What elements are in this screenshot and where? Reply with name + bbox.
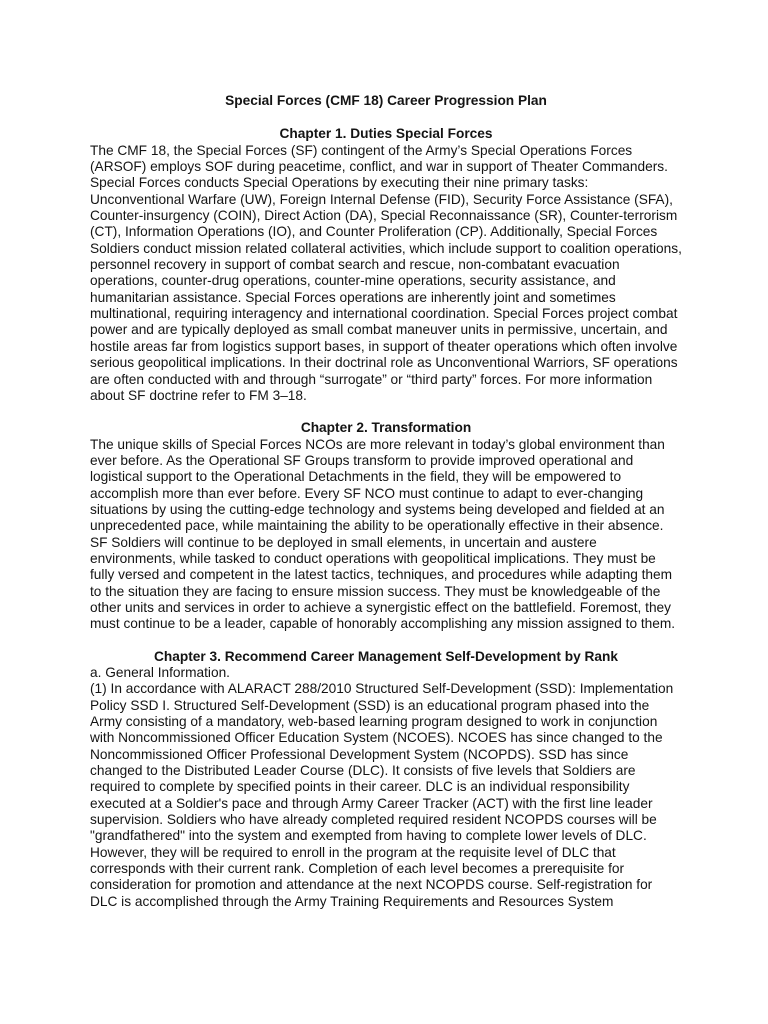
chapter-2-heading: Chapter 2. Transformation: [300, 420, 472, 436]
chapter-2-body: The unique skills of Special Forces NCOs are more relevant in today’s global environment than ever before. As the Operational SF Groups transform to provide improved operational and logistical support to the Operational Detachments in the field, they will be empowered to accomplish more than ever before. Every SF NCO must continue to adapt to ever-changing situations by using the cutting-edge technology and systems being developed and fielded at an unprecedented pace, while maintaining the ability to be operationally effective in their absence. SF Soldiers will continue to be deployed in small elements, in uncertain and austere environments, while tasked to conduct operations with geopolitical implications. They must be fully versed and competent in the latest tactics, techniques, and procedures while adapting them to the situation they are facing to ensure mission success. They must be knowledgeable of the other units and services in order to achieve a synergistic effect on the battlefield. Foremost, they must continue to be a leader, capable of honorably accomplishing any mission assigned to them.: [90, 436, 676, 632]
chapter-3-heading: Chapter 3. Recommend Career Management Self-Development by Rank: [154, 648, 618, 664]
document-page: [90, 88, 682, 910]
chapter-3-body: (1) In accordance with ALARACT 288/2010 Structured Self-Development (SSD): Implementation Policy SSD I. Structured Self-Development (SSD) is an educational program phased into the Army consisting of a mandatory, web-based learning program designed to work in conjunction with Noncommissioned Officer Education System (NCOES). NCOES has since changed to the Noncommissioned Officer Professional Development System (NCOPDS). SSD has since changed to the Distributed Leader Course (DLC). It consists of five levels that Soldiers are required to complete by specified points in their career. DLC is an individual responsibility executed at a Soldier's pace and through Army Career Tracker (ACT) with the first line leader supervision. Soldiers who have already completed required resident NCOPDS courses will be "grandfathered" into the system and exempted from having to complete lower levels of DLC. However, they will be required to enroll in the program at the requisite level of DLC that corresponds with their current rank. Completion of each level becomes a prerequisite for consideration for promotion and attendance at the next NCOPDS course. Self-registration for DLC is accomplished through the Army Training Requirements and Resources System: [90, 681, 674, 909]
chapter-1-heading: Chapter 1. Duties Special Forces: [279, 126, 493, 142]
chapter-1-body: The CMF 18, the Special Forces (SF) contingent of the Army’s Special Operations Forces (ARSOF) employs SOF during peacetime, conflict, and war in support of Theater Commanders. Special Forces conducts Special Operations by executing their nine primary tasks: Unconventional Warfare (UW), Foreign Internal Defense (FID), Security Force Assistance (SFA), Counter-insurgency (COIN), Direct Action (DA), Special Reconnaissance (SR), Counter-terrorism (CT), Information Operations (IO), and Counter Proliferation (CP). Additionally, Special Forces Soldiers conduct mission related collateral activities, which include support to coalition operations, personnel recovery in support of combat search and rescue, non-combatant evacuation operations, counter-drug operations, counter-mine operations, security assistance, and humanitarian assistance. Special Forces operations are inherently joint and sometimes multinational, requiring interagency and international coordination. Special Forces project combat power and are typically deployed as small combat maneuver units in permissive, uncertain, and hostile areas far from logistics support bases, in support of theater operations which often involve serious geopolitical implications. In their doctrinal role as Unconventional Warriors, SF operations are often conducted with and through “surrogate” or “third party” forces. For more information about SF doctrine refer to FM 3–18.: [90, 142, 682, 403]
chapter-3-subheading: a. General Information.: [90, 665, 230, 680]
document-title: Special Forces (CMF 18) Career Progression Plan: [225, 93, 547, 108]
